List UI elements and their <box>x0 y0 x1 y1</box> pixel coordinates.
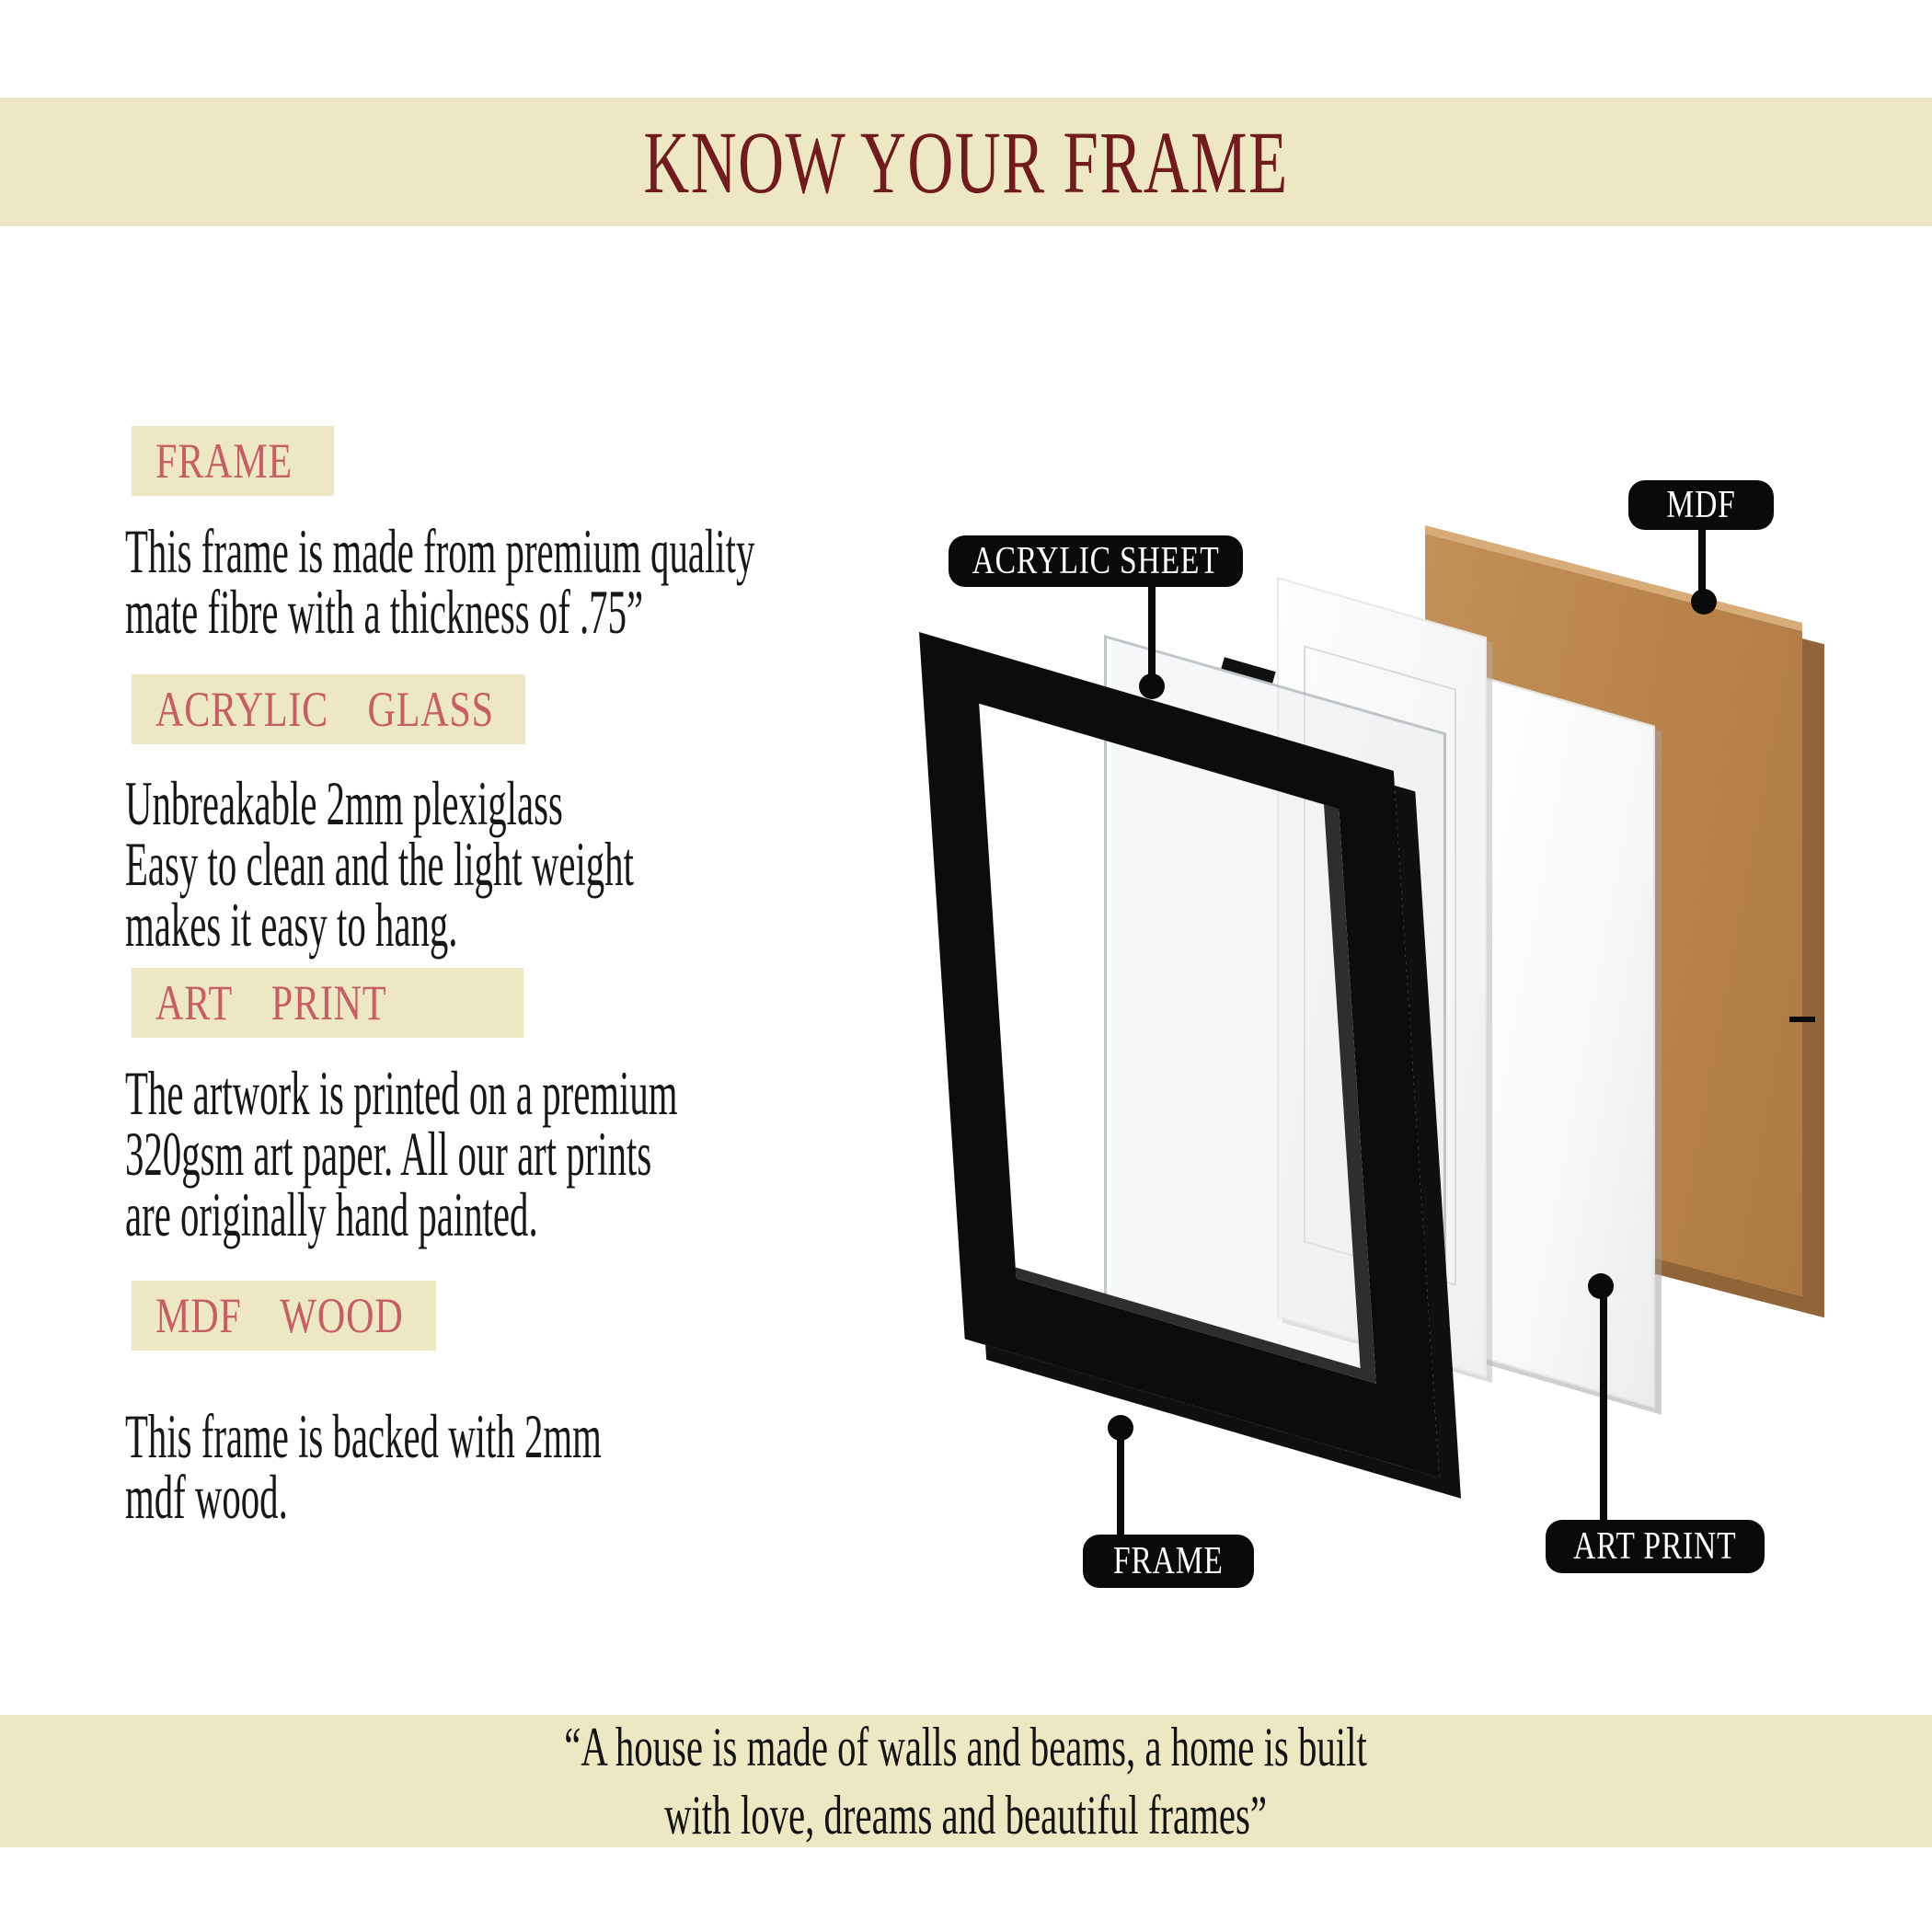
label-art-print-text: ART PRINT <box>1573 1525 1737 1568</box>
label-mdf <box>1628 480 1774 530</box>
quote-banner <box>0 1715 1932 1847</box>
art-print-layer <box>1473 673 1655 1409</box>
connector-dot-mdf <box>1691 589 1717 615</box>
connector-dot-art-print <box>1588 1273 1614 1299</box>
body-line: This frame is made from premium quality <box>125 516 755 586</box>
label-art-print <box>1546 1520 1765 1573</box>
body-line: This frame is backed with 2mm <box>125 1401 602 1471</box>
connector-dot-acrylic <box>1139 673 1165 699</box>
body-line: mate fibre with a thickness of .75” <box>125 577 644 647</box>
body-line: 320gsm art paper. All our art prints <box>125 1119 652 1189</box>
section-heading-frame-label: FRAME <box>155 433 293 489</box>
section-body-mdf-wood <box>125 1401 953 1532</box>
connector-line-art-print <box>1600 1297 1607 1522</box>
section-body-frame <box>125 516 953 647</box>
body-line: Easy to clean and the light weight <box>125 829 634 899</box>
section-heading-acrylic-glass-label: ACRYLIC GLASS <box>155 682 494 737</box>
label-acrylic-sheet <box>949 535 1243 587</box>
connector-dot-frame <box>1108 1415 1133 1441</box>
page-title: KNOW YOUR FRAME <box>643 112 1289 212</box>
exploded-frame-diagram <box>874 432 1932 1656</box>
body-line: mdf wood. <box>125 1462 288 1532</box>
title-banner <box>0 98 1932 226</box>
label-mdf-text: MDF <box>1666 484 1736 526</box>
body-line: are originally hand painted. <box>125 1179 538 1249</box>
section-heading-frame <box>132 426 334 496</box>
body-line: Unbreakable 2mm plexiglass <box>125 768 563 838</box>
label-acrylic-sheet-text: ACRYLIC SHEET <box>972 540 1220 582</box>
body-line: makes it easy to hang. <box>125 890 458 960</box>
quote-line: “A house is made of walls and beams, a home is built <box>564 1717 1368 1777</box>
section-heading-acrylic-glass <box>132 674 525 744</box>
section-heading-art-print <box>132 968 523 1038</box>
section-body-acrylic-glass <box>125 768 953 960</box>
label-frame <box>1083 1535 1254 1588</box>
section-heading-mdf-wood <box>132 1281 436 1351</box>
label-frame-text: FRAME <box>1113 1540 1224 1582</box>
connector-line-frame <box>1117 1437 1124 1536</box>
section-heading-art-print-label: ART PRINT <box>155 975 387 1030</box>
mdf-edge-tick <box>1789 1017 1815 1022</box>
section-heading-mdf-wood-label: MDF WOOD <box>155 1288 404 1343</box>
quote-line: with love, dreams and beautiful frames” <box>664 1785 1268 1846</box>
body-line: The artwork is printed on a premium <box>125 1058 678 1128</box>
quote <box>565 1713 1368 1849</box>
section-body-art-print <box>125 1058 953 1249</box>
